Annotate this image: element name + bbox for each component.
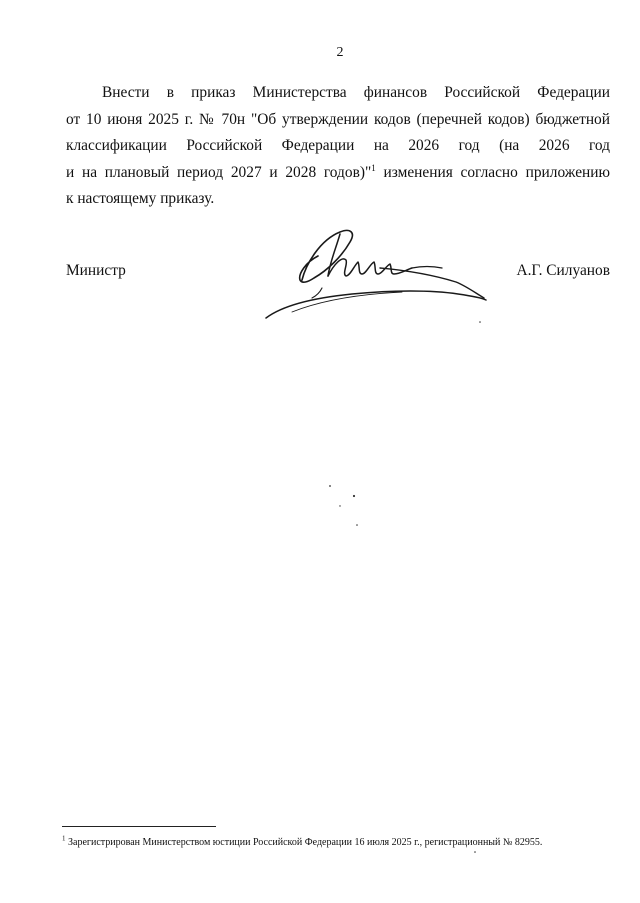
order-text-line-4	[66, 160, 610, 187]
order-text-line-4-head: и на плановый период 2027 и 2028 годов)"	[66, 163, 372, 181]
handwritten-signature	[262, 222, 494, 326]
footnote	[62, 836, 622, 849]
minister-name: А.Г. Силуанов	[516, 262, 610, 279]
footnote-text: Зарегистрирован Министерством юстиции Российской Федерации 16 июля 2025 г., регистрационный № 82955.	[68, 837, 543, 848]
minister-title: Министр	[66, 262, 126, 279]
order-text-line-4-tail: изменения согласно приложению	[375, 163, 610, 181]
order-text	[66, 80, 610, 213]
order-text-line-5: к настоящему приказу.	[66, 190, 215, 207]
footnote-divider	[62, 826, 216, 827]
footnote-marker: 1	[62, 834, 66, 843]
order-text-line-2: от 10 июня 2025 г. № 70н "Об утверждении кодов (перечней кодов) бюджетной	[66, 110, 610, 128]
order-text-line-3: классификации Российской Федерации на 2026 год (на 2026 год	[66, 137, 610, 154]
footnote-reference: 1	[371, 162, 376, 173]
order-text-line-1: Внести в приказ Министерства финансов Российской Федерации	[102, 84, 610, 101]
page-number: 2	[336, 45, 344, 60]
